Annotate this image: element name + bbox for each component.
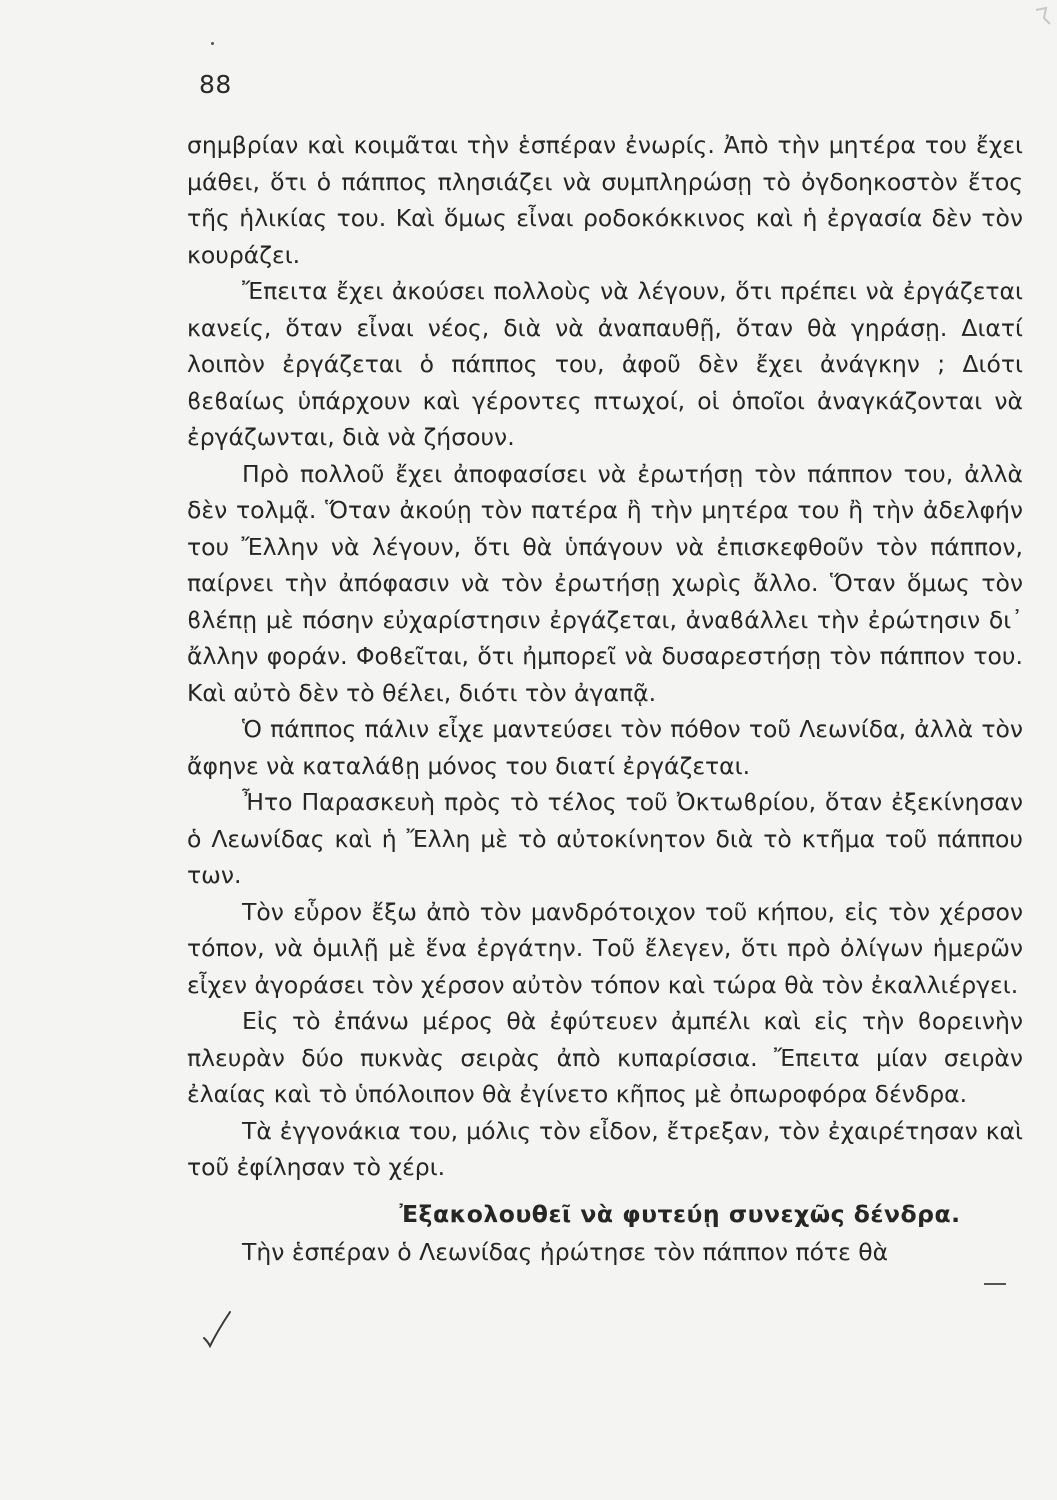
pencil-check-mark <box>200 1308 236 1352</box>
paragraph-4: Ὁ πάππος πάλιν εἶχε μαντεύσει τὸν πόθον τοῦ Λεωνίδα, ἀλλὰ τὸν ἄφηνε νὰ καταλάϐῃ μόνος του διατί ἐργάζεται. <box>187 715 1023 780</box>
section-subheading: Ἐξακολουθεῖ νὰ φυτεύῃ συνεχῶς δένδρα. <box>399 1199 961 1228</box>
paragraph-1: σημβρίαν καὶ κοιμᾶται τὴν ἑσπέραν ἐνωρίς. Ἀπὸ τὴν μητέρα του ἔχει μάθει, ὅτι ὁ πάππος πλησιάζει νὰ συμπληρώσῃ τὸ ὀγδοηκοστὸν ἔτος τῆς ἡλικίας του. Καὶ ὅμως εἶναι ροδοκόκκινος καὶ ἡ ἐργασία δὲν τὸν κουράζει. <box>187 131 1023 269</box>
paragraph-8: Τὰ ἐγγονάκια του, μόλις τὸν εἶδον, ἔτρεξαν, τὸν ἐχαιρέτησαν καὶ τοῦ ἐφίλησαν τὸ χέρι. <box>187 1116 1023 1181</box>
paragraph-2: Ἔπειτα ἔχει ἀκούσει πολλοὺς νὰ λέγουν, ὅτι πρέπει νὰ ἐργάζεται κανείς, ὅταν εἶναι νέος, διὰ νὰ ἀναπαυθῇ, ὅταν θὰ γηράσῃ. Διατί λοιπὸν ἐργάζεται ὁ πάππος του, ἀφοῦ δὲν ἔχει ἀνάγκην ; Διότι ϐεϐαίως ὑπάρχουν καὶ γέροντες πτωχοί, οἱ ὁποῖοι ἀναγκάζονται νὰ ἐργάζωνται, διὰ νὰ ζήσουν. <box>187 277 1023 451</box>
corner-smudge-mark <box>1032 6 1052 28</box>
closing-paragraph: Τὴν ἑσπέραν ὁ Λεωνίδας ἠρώτησε τὸν πάππον πότε θὰ <box>242 1238 889 1266</box>
paragraph-5: Ἦτο Παρασκευὴ πρὸς τὸ τέλος τοῦ Ὀκτωϐρίου, ὅταν ἐξεκίνησαν ὁ Λεωνίδας καὶ ἡ Ἔλλη μὲ τὸ αὐτοκίνητον διὰ τὸ κτῆμα τοῦ πάππου των. <box>187 788 1023 889</box>
page-number: 88 <box>199 70 232 99</box>
ink-dot-mark <box>211 42 214 45</box>
paragraph-7: Εἰς τὸ ἐπάνω μέρος θὰ ἐφύτευεν ἀμπέλι καὶ εἰς τὴν ϐορεινὴν πλευρὰν δύο πυκνὰς σειρὰς ἀπὸ κυπαρίσσια. Ἔπειτα μίαν σειρὰν ἐλαίας καὶ τὸ ὑπόλοιπον θὰ ἐγίνετο κῆπος μὲ ὀπωροφόρα δένδρα. <box>187 1007 1023 1108</box>
paragraph-3: Πρὸ πολλοῦ ἔχει ἀποφασίσει νὰ ἐρωτήσῃ τὸν πάππον του, ἀλλὰ δὲν τολμᾷ. Ὅταν ἀκούῃ τὸν πατέρα ἢ τὴν μητέρα του ἢ τὴν ἀδελφήν του Ἔλλην νὰ λέγουν, ὅτι θὰ ὑπάγουν νὰ ἐπισκεφθοῦν τὸν πάππον, παίρνει τὴν ἀπόφασιν νὰ τὸν ἐρωτήσῃ χωρὶς ἄλλο. Ὅταν ὅμως τὸν ϐλέπῃ μὲ πόσην εὐχαρίστησιν ἐργάζεται, ἀναϐάλλει τὴν ἐρώτησιν δι᾿ ἄλλην φοράν. Φοϐεῖται, ὅτι ἠμπορεῖ νὰ δυσαρεστήσῃ τὸν πάππον του. Καὶ αὐτὸ δὲν τὸ θέλει, διότι τὸν ἀγαπᾷ. <box>187 459 1023 707</box>
body-text <box>187 127 1023 1271</box>
pencil-dash-mark <box>984 1283 1006 1285</box>
paragraph-6: Τὸν εὗρον ἔξω ἀπὸ τὸν μανδρότοιχον τοῦ κήπου, εἰς τὸν χέρσον τόπον, νὰ ὁμιλῇ μὲ ἕνα ἐργάτην. Τοῦ ἔλεγεν, ὅτι πρὸ ὀλίγων ἡμερῶν εἶχεν ἀγοράσει τὸν χέρσον αὐτὸν τόπον καὶ τώρα θὰ τὸν ἐκαλλιέργει. <box>187 897 1023 999</box>
